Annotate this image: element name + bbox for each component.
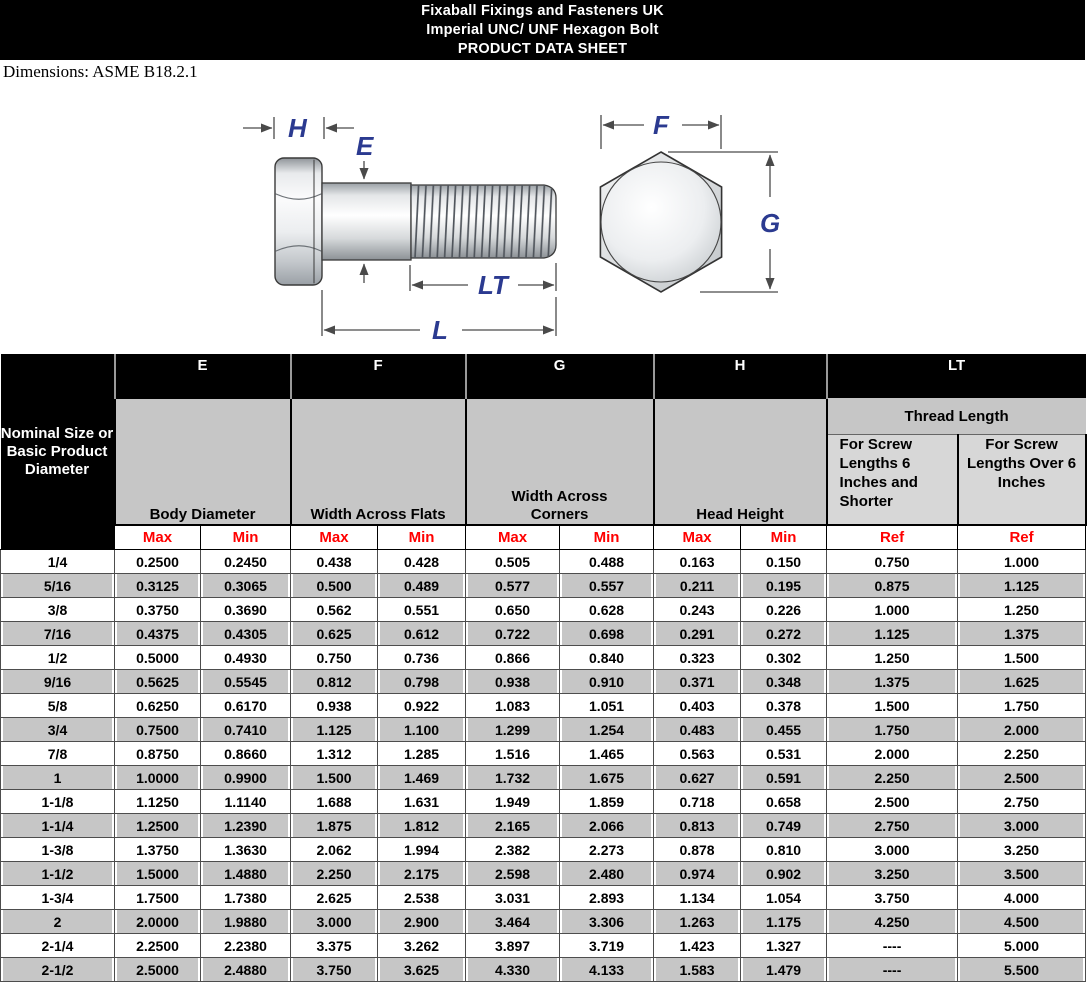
size-cell: 2-1/4	[1, 934, 115, 958]
value-cell: 0.798	[378, 670, 466, 694]
maxmin-header-row	[1, 525, 1086, 550]
F-min-header: Min	[378, 525, 466, 550]
value-cell: 2.750	[958, 790, 1086, 814]
sheet-title: PRODUCT DATA SHEET	[457, 41, 628, 57]
value-cell: 0.736	[378, 646, 466, 670]
value-cell: 0.902	[741, 862, 827, 886]
value-cell: 0.722	[466, 622, 560, 646]
inscribed-circle	[601, 162, 721, 282]
value-cell: 1.327	[741, 934, 827, 958]
value-cell: 2.625	[291, 886, 378, 910]
value-cell: 1.7500	[115, 886, 201, 910]
size-cell: 1-1/8	[1, 790, 115, 814]
value-cell: 3.500	[958, 862, 1086, 886]
value-cell: 0.5545	[201, 670, 291, 694]
value-cell: 3.262	[378, 934, 466, 958]
value-cell: 2.250	[291, 862, 378, 886]
value-cell: 1.994	[378, 838, 466, 862]
value-cell: 4.250	[827, 910, 958, 934]
label-thread-length: Thread Length	[827, 398, 1086, 435]
value-cell: 1.949	[466, 790, 560, 814]
label-screw-over-6in: For Screw Lengths Over 6 Inches	[958, 435, 1086, 526]
value-cell: 0.371	[654, 670, 741, 694]
label-width-across-corners: Width Across Corners	[466, 398, 654, 525]
group-label-row	[1, 398, 1086, 435]
table-row	[1, 766, 1086, 790]
value-cell: 1.500	[958, 646, 1086, 670]
label-body-diameter: Body Diameter	[115, 398, 291, 525]
value-cell: 0.650	[466, 598, 560, 622]
value-cell: 0.8750	[115, 742, 201, 766]
value-cell: 2.250	[827, 766, 958, 790]
value-cell: 1.4880	[201, 862, 291, 886]
value-cell: 1.5000	[115, 862, 201, 886]
value-cell: 0.4305	[201, 622, 291, 646]
value-cell: 3.750	[827, 886, 958, 910]
value-cell: 1.859	[560, 790, 654, 814]
value-cell: 0.922	[378, 694, 466, 718]
size-cell: 3/8	[1, 598, 115, 622]
value-cell: 0.2450	[201, 550, 291, 574]
value-cell: 0.7410	[201, 718, 291, 742]
value-cell: 0.627	[654, 766, 741, 790]
standard-note: Dimensions: ASME B18.2.1	[3, 62, 198, 81]
G-max-header: Max	[466, 525, 560, 550]
value-cell: 2.893	[560, 886, 654, 910]
col-group-E: E	[115, 354, 291, 398]
value-cell: 1.250	[958, 598, 1086, 622]
table-row	[1, 670, 1086, 694]
value-cell: 0.9900	[201, 766, 291, 790]
value-cell: 2.165	[466, 814, 560, 838]
table-row	[1, 550, 1086, 574]
value-cell: 2.4880	[201, 958, 291, 982]
value-cell: 0.625	[291, 622, 378, 646]
value-cell: 2.900	[378, 910, 466, 934]
value-cell: 4.000	[958, 886, 1086, 910]
bolt-head-front-view	[600, 152, 721, 292]
value-cell: 1.625	[958, 670, 1086, 694]
value-cell: 1.750	[827, 718, 958, 742]
value-cell: 0.8660	[201, 742, 291, 766]
table-row	[1, 814, 1086, 838]
value-cell: 0.531	[741, 742, 827, 766]
value-cell: 0.4930	[201, 646, 291, 670]
E-min-header: Min	[201, 525, 291, 550]
label-F: F	[653, 110, 669, 140]
value-cell: 3.250	[958, 838, 1086, 862]
value-cell: 2.5000	[115, 958, 201, 982]
value-cell: 4.500	[958, 910, 1086, 934]
value-cell: 1.675	[560, 766, 654, 790]
value-cell: 1.516	[466, 742, 560, 766]
value-cell: 5.000	[958, 934, 1086, 958]
size-cell: 7/8	[1, 742, 115, 766]
value-cell: 0.3125	[115, 574, 201, 598]
H-min-header: Min	[741, 525, 827, 550]
value-cell: 2.750	[827, 814, 958, 838]
value-cell: 0.813	[654, 814, 741, 838]
value-cell: 1.465	[560, 742, 654, 766]
value-cell: 0.272	[741, 622, 827, 646]
value-cell: 1.254	[560, 718, 654, 742]
value-cell: 1.375	[827, 670, 958, 694]
bolt-head-side	[275, 158, 322, 285]
value-cell: 0.612	[378, 622, 466, 646]
label-LT: LT	[478, 270, 508, 300]
label-width-across-flats: Width Across Flats	[291, 398, 466, 525]
value-cell: 1.469	[378, 766, 466, 790]
value-cell: 1.732	[466, 766, 560, 790]
value-cell: 0.150	[741, 550, 827, 574]
value-cell: 2.175	[378, 862, 466, 886]
size-cell: 1	[1, 766, 115, 790]
value-cell: 1.1140	[201, 790, 291, 814]
value-cell: 1.750	[958, 694, 1086, 718]
value-cell: 0.348	[741, 670, 827, 694]
value-cell: 0.323	[654, 646, 741, 670]
title-band	[0, 0, 1085, 60]
table-row	[1, 598, 1086, 622]
table-row	[1, 718, 1086, 742]
value-cell: 2.382	[466, 838, 560, 862]
bolt-diagram-svg	[0, 85, 1092, 354]
size-cell: 9/16	[1, 670, 115, 694]
value-cell: 3.000	[291, 910, 378, 934]
product-title: Imperial UNC/ UNF Hexagon Bolt	[426, 22, 659, 38]
value-cell: 3.750	[291, 958, 378, 982]
size-cell: 1-3/4	[1, 886, 115, 910]
value-cell: 0.5000	[115, 646, 201, 670]
G-min-header: Min	[560, 525, 654, 550]
label-head-height: Head Height	[654, 398, 827, 525]
size-cell: 1-3/8	[1, 838, 115, 862]
value-cell: 1.875	[291, 814, 378, 838]
value-cell: 0.551	[378, 598, 466, 622]
value-cell: 0.211	[654, 574, 741, 598]
value-cell: 2.480	[560, 862, 654, 886]
value-cell: 2.062	[291, 838, 378, 862]
value-cell: 2.2500	[115, 934, 201, 958]
col-group-G: G	[466, 354, 654, 398]
value-cell: 1.500	[291, 766, 378, 790]
value-cell: 0.488	[560, 550, 654, 574]
value-cell: 1.479	[741, 958, 827, 982]
value-cell: 0.750	[291, 646, 378, 670]
value-cell: 3.897	[466, 934, 560, 958]
value-cell: ----	[827, 958, 958, 982]
value-cell: 1.3630	[201, 838, 291, 862]
value-cell: 0.698	[560, 622, 654, 646]
value-cell: 1.054	[741, 886, 827, 910]
size-cell: 1-1/2	[1, 862, 115, 886]
value-cell: 2.500	[958, 766, 1086, 790]
value-cell: 0.557	[560, 574, 654, 598]
value-cell: 0.810	[741, 838, 827, 862]
value-cell: 0.2500	[115, 550, 201, 574]
size-cell: 3/4	[1, 718, 115, 742]
label-H: H	[288, 113, 307, 143]
table-row	[1, 862, 1086, 886]
value-cell: 0.749	[741, 814, 827, 838]
value-cell: 2.066	[560, 814, 654, 838]
col-group-LT: LT	[827, 354, 1086, 398]
size-cell: 2-1/2	[1, 958, 115, 982]
value-cell: 1.250	[827, 646, 958, 670]
value-cell: 3.000	[827, 838, 958, 862]
value-cell: 3.250	[827, 862, 958, 886]
value-cell: 0.438	[291, 550, 378, 574]
value-cell: 2.500	[827, 790, 958, 814]
value-cell: 4.330	[466, 958, 560, 982]
value-cell: 2.000	[827, 742, 958, 766]
value-cell: 0.628	[560, 598, 654, 622]
value-cell: 2.2380	[201, 934, 291, 958]
value-cell: 3.719	[560, 934, 654, 958]
table-row	[1, 790, 1086, 814]
label-screw-6in-shorter: For Screw Lengths 6 Inches and Shorter	[827, 435, 958, 526]
value-cell: 0.563	[654, 742, 741, 766]
value-cell: 0.3065	[201, 574, 291, 598]
value-cell: 4.133	[560, 958, 654, 982]
value-cell: 5.500	[958, 958, 1086, 982]
value-cell: 1.0000	[115, 766, 201, 790]
bolt-diagram	[0, 85, 1092, 354]
value-cell: 1.688	[291, 790, 378, 814]
value-cell: 1.000	[827, 598, 958, 622]
F-max-header: Max	[291, 525, 378, 550]
bolt-side-view	[275, 158, 556, 285]
value-cell: 3.464	[466, 910, 560, 934]
value-cell: 0.500	[291, 574, 378, 598]
value-cell: 0.591	[741, 766, 827, 790]
H-max-header: Max	[654, 525, 741, 550]
value-cell: 3.306	[560, 910, 654, 934]
table-row	[1, 934, 1086, 958]
value-cell: 2.000	[958, 718, 1086, 742]
value-cell: 0.878	[654, 838, 741, 862]
value-cell: 1.423	[654, 934, 741, 958]
value-cell: 2.0000	[115, 910, 201, 934]
value-cell: 0.577	[466, 574, 560, 598]
table-row	[1, 622, 1086, 646]
value-cell: 0.505	[466, 550, 560, 574]
value-cell: 0.5625	[115, 670, 201, 694]
value-cell: 0.243	[654, 598, 741, 622]
value-cell: 1.500	[827, 694, 958, 718]
col-group-H: H	[654, 354, 827, 398]
value-cell: 0.483	[654, 718, 741, 742]
value-cell: 0.938	[291, 694, 378, 718]
value-cell: 3.375	[291, 934, 378, 958]
table-row	[1, 958, 1086, 982]
value-cell: 1.3750	[115, 838, 201, 862]
letter-header-row	[1, 354, 1086, 398]
value-cell: 3.000	[958, 814, 1086, 838]
value-cell: 1.263	[654, 910, 741, 934]
E-max-header: Max	[115, 525, 201, 550]
value-cell: 1.051	[560, 694, 654, 718]
value-cell: 0.195	[741, 574, 827, 598]
value-cell: 1.083	[466, 694, 560, 718]
value-cell: 1.2390	[201, 814, 291, 838]
dimensions-table	[0, 354, 1087, 982]
size-cell: 5/8	[1, 694, 115, 718]
value-cell: 1.100	[378, 718, 466, 742]
value-cell: 0.4375	[115, 622, 201, 646]
bolt-shank	[322, 183, 411, 260]
value-cell: 1.285	[378, 742, 466, 766]
value-cell: 2.250	[958, 742, 1086, 766]
value-cell: 3.031	[466, 886, 560, 910]
value-cell: 1.175	[741, 910, 827, 934]
value-cell: 1.000	[958, 550, 1086, 574]
value-cell: 0.910	[560, 670, 654, 694]
value-cell: 1.125	[291, 718, 378, 742]
size-cell: 5/16	[1, 574, 115, 598]
value-cell: 1.631	[378, 790, 466, 814]
value-cell: 1.1250	[115, 790, 201, 814]
size-cell: 2	[1, 910, 115, 934]
value-cell: 0.6170	[201, 694, 291, 718]
value-cell: 0.302	[741, 646, 827, 670]
size-cell: 7/16	[1, 622, 115, 646]
table-row	[1, 742, 1086, 766]
value-cell: 2.598	[466, 862, 560, 886]
value-cell: 1.312	[291, 742, 378, 766]
corner-header: Nominal Size or Basic Product Diameter	[1, 354, 115, 550]
value-cell: 0.291	[654, 622, 741, 646]
value-cell: 1.2500	[115, 814, 201, 838]
value-cell: 0.403	[654, 694, 741, 718]
size-cell: 1/4	[1, 550, 115, 574]
value-cell: 0.3750	[115, 598, 201, 622]
value-cell: 0.718	[654, 790, 741, 814]
LT-ref2-header: Ref	[958, 525, 1086, 550]
value-cell: 0.750	[827, 550, 958, 574]
table-row	[1, 910, 1086, 934]
company-title: Fixaball Fixings and Fasteners UK	[421, 3, 664, 19]
value-cell: 0.428	[378, 550, 466, 574]
value-cell: ----	[827, 934, 958, 958]
label-L: L	[432, 315, 448, 345]
value-cell: 0.658	[741, 790, 827, 814]
value-cell: 2.273	[560, 838, 654, 862]
value-cell: 1.299	[466, 718, 560, 742]
value-cell: 0.938	[466, 670, 560, 694]
table-row	[1, 694, 1086, 718]
value-cell: 2.538	[378, 886, 466, 910]
value-cell: 0.562	[291, 598, 378, 622]
label-E: E	[356, 131, 374, 161]
value-cell: 0.226	[741, 598, 827, 622]
value-cell: 1.125	[958, 574, 1086, 598]
value-cell: 0.866	[466, 646, 560, 670]
value-cell: 0.974	[654, 862, 741, 886]
LT-ref1-header: Ref	[827, 525, 958, 550]
value-cell: 0.6250	[115, 694, 201, 718]
value-cell: 0.163	[654, 550, 741, 574]
col-group-F: F	[291, 354, 466, 398]
size-cell: 1/2	[1, 646, 115, 670]
value-cell: 1.125	[827, 622, 958, 646]
value-cell: 0.7500	[115, 718, 201, 742]
table-row	[1, 574, 1086, 598]
value-cell: 0.812	[291, 670, 378, 694]
value-cell: 1.375	[958, 622, 1086, 646]
value-cell: 0.489	[378, 574, 466, 598]
table-row	[1, 646, 1086, 670]
table-row	[1, 886, 1086, 910]
value-cell: 1.9880	[201, 910, 291, 934]
table-row	[1, 838, 1086, 862]
value-cell: 0.3690	[201, 598, 291, 622]
value-cell: 0.840	[560, 646, 654, 670]
value-cell: 0.455	[741, 718, 827, 742]
size-cell: 1-1/4	[1, 814, 115, 838]
value-cell: 1.134	[654, 886, 741, 910]
value-cell: 0.378	[741, 694, 827, 718]
value-cell: 3.625	[378, 958, 466, 982]
value-cell: 1.7380	[201, 886, 291, 910]
table-body	[1, 550, 1086, 982]
value-cell: 1.583	[654, 958, 741, 982]
label-G: G	[760, 208, 781, 238]
value-cell: 1.812	[378, 814, 466, 838]
value-cell: 0.875	[827, 574, 958, 598]
